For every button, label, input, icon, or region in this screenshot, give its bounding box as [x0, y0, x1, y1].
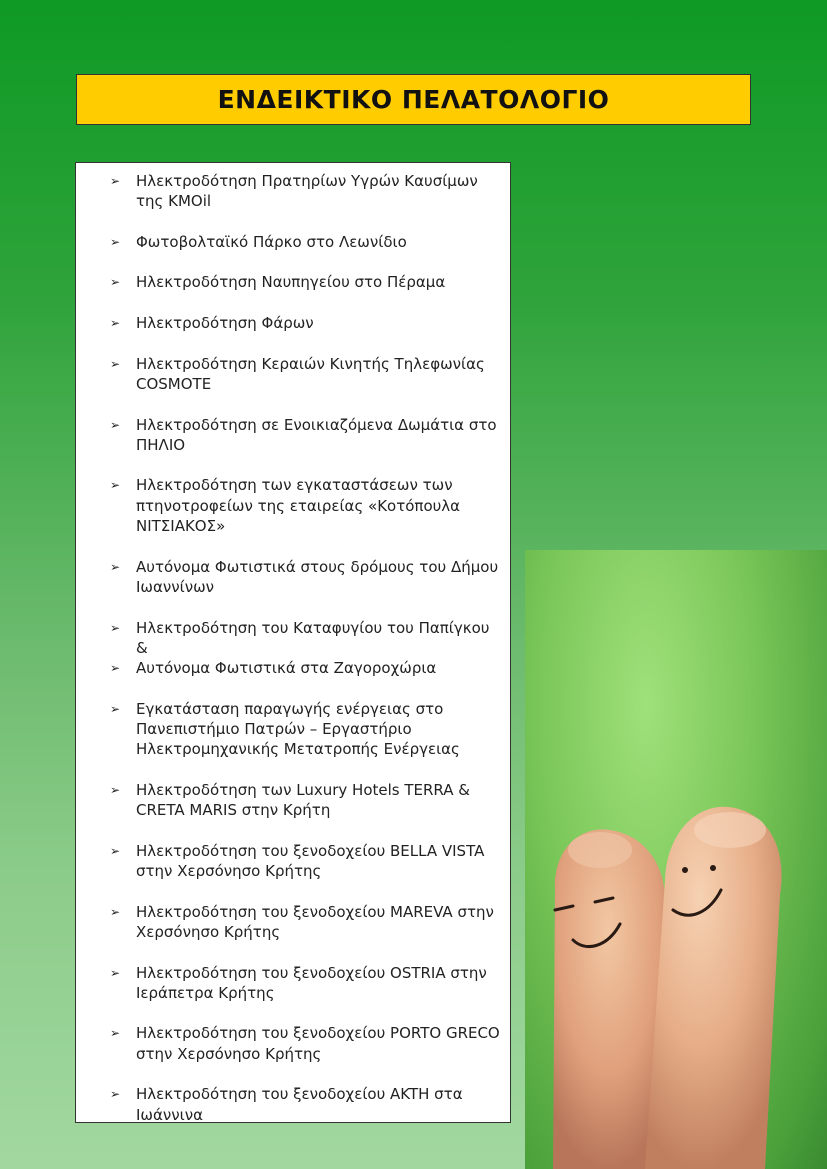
list-item: ➢ Ηλεκτροδότηση Φάρων: [110, 314, 314, 333]
arrow-bullet-icon: ➢: [110, 478, 121, 493]
arrow-bullet-icon: ➢: [110, 904, 121, 919]
client-list-panel: [75, 162, 511, 1123]
smiling-fingers-illustration: [525, 550, 827, 1169]
list-item: ➢ Ηλεκτροδότηση Πρατηρίων Υγρών Καυσίμων της KMOil: [110, 172, 478, 211]
client-list: [76, 163, 510, 1125]
list-item: ➢ Αυτόνομα Φωτιστικά στους δρόμους του Δήμου Ιωαννίνων: [110, 557, 499, 596]
arrow-bullet-icon: ➢: [110, 701, 121, 716]
list-item: ➢ Ηλεκτροδότηση του ξενοδοχείου PORTO GRECO στην Χερσόνησο Κρήτης: [110, 1024, 500, 1063]
arrow-bullet-icon: ➢: [110, 965, 121, 980]
list-item: ➢ Φωτοβολταϊκό Πάρκο στο Λεωνίδιο: [110, 232, 407, 251]
arrow-bullet-icon: ➢: [110, 417, 121, 432]
arrow-bullet-icon: ➢: [110, 1087, 121, 1102]
list-item: ➢ Ηλεκτροδότηση του ξενοδοχείου AKTH στα Ιωάννινα: [110, 1085, 463, 1124]
right-face: [682, 867, 688, 873]
list-item: ➢ Ηλεκτροδότηση του ξενοδοχείου BELLA VISTA στην Χερσόνησο Κρήτης: [110, 841, 485, 881]
arrow-bullet-icon: ➢: [110, 356, 121, 371]
arrow-bullet-icon: ➢: [110, 782, 121, 797]
list-item: ➢ Ηλεκτροδότηση των εγκαταστάσεων των πτηνοτροφείων της εταιρείας «Κοτόπουλα ΝΙΤΣΙΑΚΟΣ»: [110, 476, 461, 536]
arrow-bullet-icon: ➢: [110, 1026, 121, 1041]
list-item: ➢ Εγκατάσταση παραγωγής ενέργειας στο Πανεπιστήμιο Πατρών – Εργαστήριο Ηλεκτρομηχανικής Μετατροπής Ενέργειας: [110, 699, 460, 759]
list-item: ➢ Ηλεκτροδότηση Κεραιών Κινητής Τηλεφωνίας COSMOTE: [110, 354, 485, 393]
right-finger: [645, 807, 782, 1169]
list-item: ➢ Ηλεκτροδότηση των Luxury Hotels TERRA & CRETA MARIS στην Κρήτη: [110, 780, 470, 820]
arrow-bullet-icon: ➢: [110, 234, 121, 249]
list-item: ➢ Αυτόνομα Φωτιστικά στα Ζαγοροχώρια: [110, 659, 437, 678]
arrow-bullet-icon: ➢: [110, 316, 121, 331]
list-item: ➢ Ηλεκτροδότηση Ναυπηγείου στο Πέραμα: [110, 273, 446, 292]
title-banner: [76, 74, 751, 125]
arrow-bullet-icon: ➢: [110, 275, 121, 290]
list-item: ➢ Ηλεκτροδότηση σε Ενοικιαζόμενα Δωμάτια στο ΠΗΛΙΟ: [110, 415, 497, 454]
arrow-bullet-icon: ➢: [110, 843, 121, 858]
list-item: ➢ Ηλεκτροδότηση του ξενοδοχείου OSTRIA στην Ιεράπετρα Κρήτης: [110, 963, 487, 1002]
arrow-bullet-icon: ➢: [110, 620, 121, 635]
arrow-bullet-icon: ➢: [110, 174, 121, 188]
smiling-fingers-photo: [525, 550, 827, 1169]
list-item: ➢ Ηλεκτροδότηση του ξενοδοχείου MAREVA στην Χερσόνησο Κρήτης: [110, 902, 494, 941]
page-title: ΕΝΔΕΙΚΤΙΚΟ ΠΕΛΑΤΟΛΟΓΙΟ: [217, 85, 610, 114]
list-item: ➢ Ηλεκτροδότηση του Καταφυγίου του Παπίγκου &: [110, 618, 490, 657]
arrow-bullet-icon: ➢: [110, 661, 121, 676]
arrow-bullet-icon: ➢: [110, 559, 121, 574]
